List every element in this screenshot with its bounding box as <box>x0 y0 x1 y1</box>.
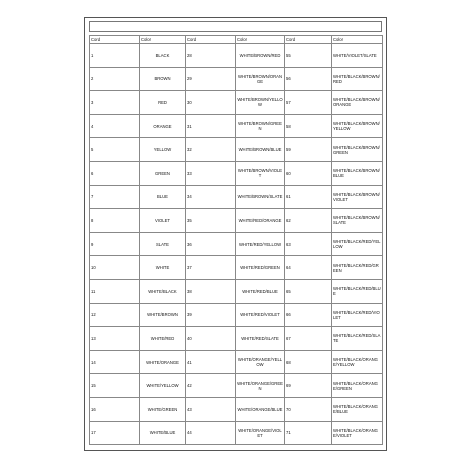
cord-number: 63 <box>285 232 332 256</box>
table-row <box>90 114 383 138</box>
header-cord-3: Cord <box>285 36 332 44</box>
table-row <box>90 91 383 115</box>
cord-color: BROWN <box>140 67 186 91</box>
cord-color: WHITE/RED/ORANGE <box>236 209 285 233</box>
cord-number: 70 <box>285 397 332 421</box>
cord-color: RED <box>140 91 186 115</box>
cord-color: WHITE/ORANGE/GREEN <box>236 374 285 398</box>
cord-color: WHITE/BLACK/BROWN/VIOLET <box>332 185 383 209</box>
cord-number: 59 <box>285 138 332 162</box>
cord-number: 40 <box>186 327 236 351</box>
cord-number: 6 <box>90 161 140 185</box>
cord-color: ORANGE <box>140 114 186 138</box>
header-color-1: Color <box>140 36 186 44</box>
cord-color: WHITE/BLACK/RED/GREEN <box>332 256 383 280</box>
table-row <box>90 327 383 351</box>
table-row <box>90 138 383 162</box>
cord-color: WHITE/BROWN/SLATE <box>236 185 285 209</box>
cord-number: 30 <box>186 91 236 115</box>
cord-number: 4 <box>90 114 140 138</box>
cord-color: WHITE/RED/VIOLET <box>236 303 285 327</box>
cord-number: 38 <box>186 279 236 303</box>
cord-number: 62 <box>285 209 332 233</box>
cord-color: WHITE/BROWN <box>140 303 186 327</box>
cord-number: 31 <box>186 114 236 138</box>
cord-color: WHITE/BLACK/RED/VIOLET <box>332 303 383 327</box>
cord-number: 66 <box>285 303 332 327</box>
cord-color: WHITE/BROWN/VIOLET <box>236 161 285 185</box>
cord-number: 68 <box>285 350 332 374</box>
cord-color: WHITE/GREEN <box>140 397 186 421</box>
cord-number: 15 <box>90 374 140 398</box>
cord-number: 56 <box>285 67 332 91</box>
cord-color: WHITE/BLACK/RED/SLATE <box>332 327 383 351</box>
table-row <box>90 350 383 374</box>
table-row <box>90 185 383 209</box>
cord-color: WHITE/BLACK/BROWN/BLUE <box>332 161 383 185</box>
header-color-3: Color <box>332 36 383 44</box>
cord-number: 12 <box>90 303 140 327</box>
cord-color: WHITE/ORANGE/VIOLET <box>236 421 285 445</box>
cord-number: 7 <box>90 185 140 209</box>
table-header-row <box>90 36 383 44</box>
cord-color: WHITE/BROWN/RED <box>236 44 285 68</box>
cord-color: WHITE/BLACK/ORANGE/GREEN <box>332 374 383 398</box>
table-row <box>90 232 383 256</box>
cord-number: 57 <box>285 91 332 115</box>
cord-color: VIOLET <box>140 209 186 233</box>
cord-color: WHITE/RED/BLUE <box>236 279 285 303</box>
table-row <box>90 303 383 327</box>
table-row <box>90 67 383 91</box>
cord-color: WHITE/BLACK/BROWN/RED <box>332 67 383 91</box>
header-cord-1: Cord <box>90 36 140 44</box>
table-row <box>90 374 383 398</box>
cord-color: WHITE/BROWN/YELLOW <box>236 91 285 115</box>
cord-number: 3 <box>90 91 140 115</box>
cord-color: WHITE/RED <box>140 327 186 351</box>
cord-number: 13 <box>90 327 140 351</box>
cord-color: WHITE <box>140 256 186 280</box>
cord-number: 10 <box>90 256 140 280</box>
cord-color: WHITE/ORANGE/BLUE <box>236 397 285 421</box>
cord-color: WHITE/BLACK/BROWN/ORANGE <box>332 91 383 115</box>
header-cord-2: Cord <box>186 36 236 44</box>
cord-number: 65 <box>285 279 332 303</box>
cord-number: 39 <box>186 303 236 327</box>
table-row <box>90 421 383 445</box>
table-row <box>90 161 383 185</box>
document-page <box>84 17 387 451</box>
cord-color: BLUE <box>140 185 186 209</box>
cord-number: 61 <box>285 185 332 209</box>
cord-color: WHITE/BLUE <box>140 421 186 445</box>
cord-number: 2 <box>90 67 140 91</box>
cord-color: WHITE/YELLOW <box>140 374 186 398</box>
cord-color: WHITE/BLACK <box>140 279 186 303</box>
cord-number: 5 <box>90 138 140 162</box>
cord-color: WHITE/BLACK/BROWN/YELLOW <box>332 114 383 138</box>
cord-color: WHITE/ORANGE/YELLOW <box>236 350 285 374</box>
cord-number: 64 <box>285 256 332 280</box>
cord-number: 67 <box>285 327 332 351</box>
cord-number: 17 <box>90 421 140 445</box>
cord-number: 43 <box>186 397 236 421</box>
cord-color: WHITE/BLACK/RED/YELLOW <box>332 232 383 256</box>
cord-color: WHITE/RED/GREEN <box>236 256 285 280</box>
cord-number: 42 <box>186 374 236 398</box>
cord-color: WHITE/BROWN/GREEN <box>236 114 285 138</box>
cord-color: WHITE/RED/YELLOW <box>236 232 285 256</box>
cord-number: 37 <box>186 256 236 280</box>
cord-number: 41 <box>186 350 236 374</box>
cord-color: WHITE/RED/SLATE <box>236 327 285 351</box>
color-code-table <box>89 35 383 445</box>
cord-number: 71 <box>285 421 332 445</box>
table-row <box>90 256 383 280</box>
cord-color: WHITE/BROWN/ORANGE <box>236 67 285 91</box>
cord-number: 11 <box>90 279 140 303</box>
cord-number: 33 <box>186 161 236 185</box>
cord-color: WHITE/BLACK/ORANGE/YELLOW <box>332 350 383 374</box>
cord-number: 60 <box>285 161 332 185</box>
cord-number: 14 <box>90 350 140 374</box>
cord-number: 29 <box>186 67 236 91</box>
cord-number: 44 <box>186 421 236 445</box>
table-row <box>90 397 383 421</box>
cord-number: 16 <box>90 397 140 421</box>
table-row <box>90 44 383 68</box>
cord-color: SLATE <box>140 232 186 256</box>
cord-number: 69 <box>285 374 332 398</box>
header-color-2: Color <box>236 36 285 44</box>
cord-number: 28 <box>186 44 236 68</box>
cord-color: WHITE/ORANGE <box>140 350 186 374</box>
cord-color: WHITE/BLACK/ORANGE/BLUE <box>332 397 383 421</box>
cord-color: GREEN <box>140 161 186 185</box>
cord-number: 35 <box>186 209 236 233</box>
cord-number: 55 <box>285 44 332 68</box>
cord-number: 9 <box>90 232 140 256</box>
cord-color: WHITE/BROWN/BLUE <box>236 138 285 162</box>
cord-number: 1 <box>90 44 140 68</box>
cord-color: WHITE/BLACK/RED/BLUE <box>332 279 383 303</box>
table-body <box>90 44 383 445</box>
cord-number: 32 <box>186 138 236 162</box>
cord-color: WHITE/VIOLET/SLATE <box>332 44 383 68</box>
cord-color: BLACK <box>140 44 186 68</box>
cord-color: WHITE/BLACK/ORANGE/VIOLET <box>332 421 383 445</box>
cord-number: 58 <box>285 114 332 138</box>
cord-color: YELLOW <box>140 138 186 162</box>
cord-color: WHITE/BLACK/BROWN/GREEN <box>332 138 383 162</box>
cord-number: 8 <box>90 209 140 233</box>
title-strip <box>89 21 382 32</box>
cord-number: 36 <box>186 232 236 256</box>
cord-color: WHITE/BLACK/BROWN/SLATE <box>332 209 383 233</box>
cord-number: 34 <box>186 185 236 209</box>
table-row <box>90 209 383 233</box>
table-row <box>90 279 383 303</box>
